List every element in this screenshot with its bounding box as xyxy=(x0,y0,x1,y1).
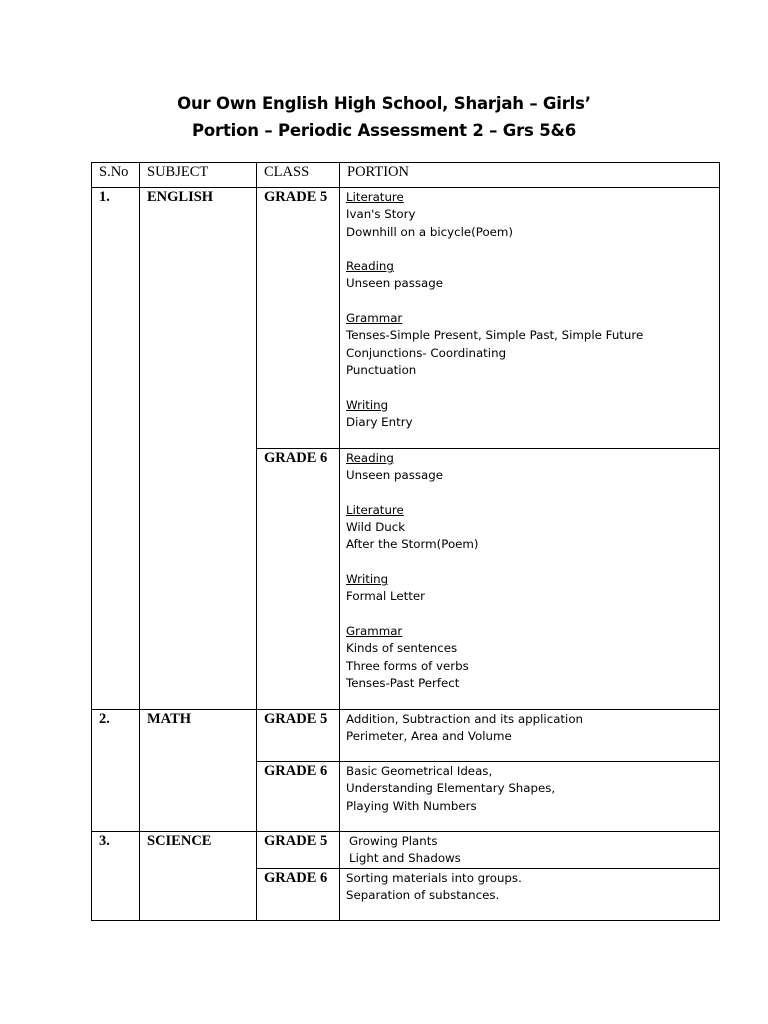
class-cell: GRADE 6 xyxy=(257,868,340,920)
portion-cell xyxy=(340,449,720,710)
portion-item: Growing Plants xyxy=(349,834,438,848)
portion-item: After the Storm(Poem) xyxy=(346,537,479,552)
portion-item: Unseen passage xyxy=(346,468,443,483)
section-heading: Writing xyxy=(346,572,389,587)
header-sno: S.No xyxy=(92,163,140,188)
table-header-row xyxy=(92,163,720,188)
portion-item: Addition, Subtraction and its application xyxy=(346,712,584,726)
class-cell: GRADE 6 xyxy=(257,449,340,710)
subject-cell: ENGLISH xyxy=(140,188,257,710)
portion-table xyxy=(91,162,720,921)
section-heading: Reading xyxy=(346,259,394,274)
portion-item: Light and Shadows xyxy=(349,851,461,866)
portion-item: Basic Geometrical Ideas, xyxy=(346,764,493,778)
table-row xyxy=(92,832,720,869)
document-title: Our Own English High School, Sharjah – Girls’ xyxy=(177,94,591,113)
portion-item: Conjunctions- Coordinating xyxy=(346,345,507,360)
portion-item: Ivan's Story xyxy=(346,207,416,222)
portion-cell xyxy=(340,868,720,920)
subject-cell: SCIENCE xyxy=(140,832,257,921)
portion-item: Tenses-Past Perfect xyxy=(346,675,460,690)
portion-item: Tenses-Simple Present, Simple Past, Simple Future xyxy=(346,328,644,343)
document-subtitle: Portion – Periodic Assessment 2 – Grs 5&6 xyxy=(192,121,576,140)
portion-item: Wild Duck xyxy=(346,520,406,535)
portion-item: Three forms of verbs xyxy=(346,658,469,673)
portion-item: Formal Letter xyxy=(346,589,425,604)
portion-item: Unseen passage xyxy=(346,276,443,291)
portion-item: Downhill on a bicycle(Poem) xyxy=(346,224,514,239)
portion-item: Playing With Numbers xyxy=(346,798,477,813)
subject-cell: MATH xyxy=(140,710,257,832)
sno-cell: 1. xyxy=(92,188,140,710)
header-class: CLASS xyxy=(257,163,340,188)
portion-item: Kinds of sentences xyxy=(346,641,458,656)
class-cell: GRADE 5 xyxy=(257,188,340,449)
section-heading: Literature xyxy=(346,190,404,204)
portion-cell xyxy=(340,710,720,762)
portion-cell xyxy=(340,188,720,449)
section-heading: Literature xyxy=(346,502,404,517)
section-heading: Writing xyxy=(346,397,389,412)
header-portion: PORTION xyxy=(340,163,720,188)
sno-cell: 2. xyxy=(92,710,140,832)
class-cell: GRADE 5 xyxy=(257,710,340,762)
portion-item: Punctuation xyxy=(346,362,417,377)
portion-item: Separation of substances. xyxy=(346,887,500,902)
section-heading: Grammar xyxy=(346,623,403,638)
table-row xyxy=(92,710,720,762)
class-cell: GRADE 5 xyxy=(257,832,340,869)
sno-cell: 3. xyxy=(92,832,140,921)
class-cell: GRADE 6 xyxy=(257,762,340,832)
portion-cell xyxy=(340,762,720,832)
section-heading: Grammar xyxy=(346,311,403,326)
table-row xyxy=(92,188,720,449)
portion-item: Sorting materials into groups. xyxy=(346,870,522,885)
portion-cell xyxy=(340,832,720,869)
header-subject: SUBJECT xyxy=(140,163,257,188)
section-heading: Reading xyxy=(346,451,394,465)
portion-item: Diary Entry xyxy=(346,414,413,429)
portion-item: Perimeter, Area and Volume xyxy=(346,729,512,744)
portion-item: Understanding Elementary Shapes, xyxy=(346,781,556,796)
